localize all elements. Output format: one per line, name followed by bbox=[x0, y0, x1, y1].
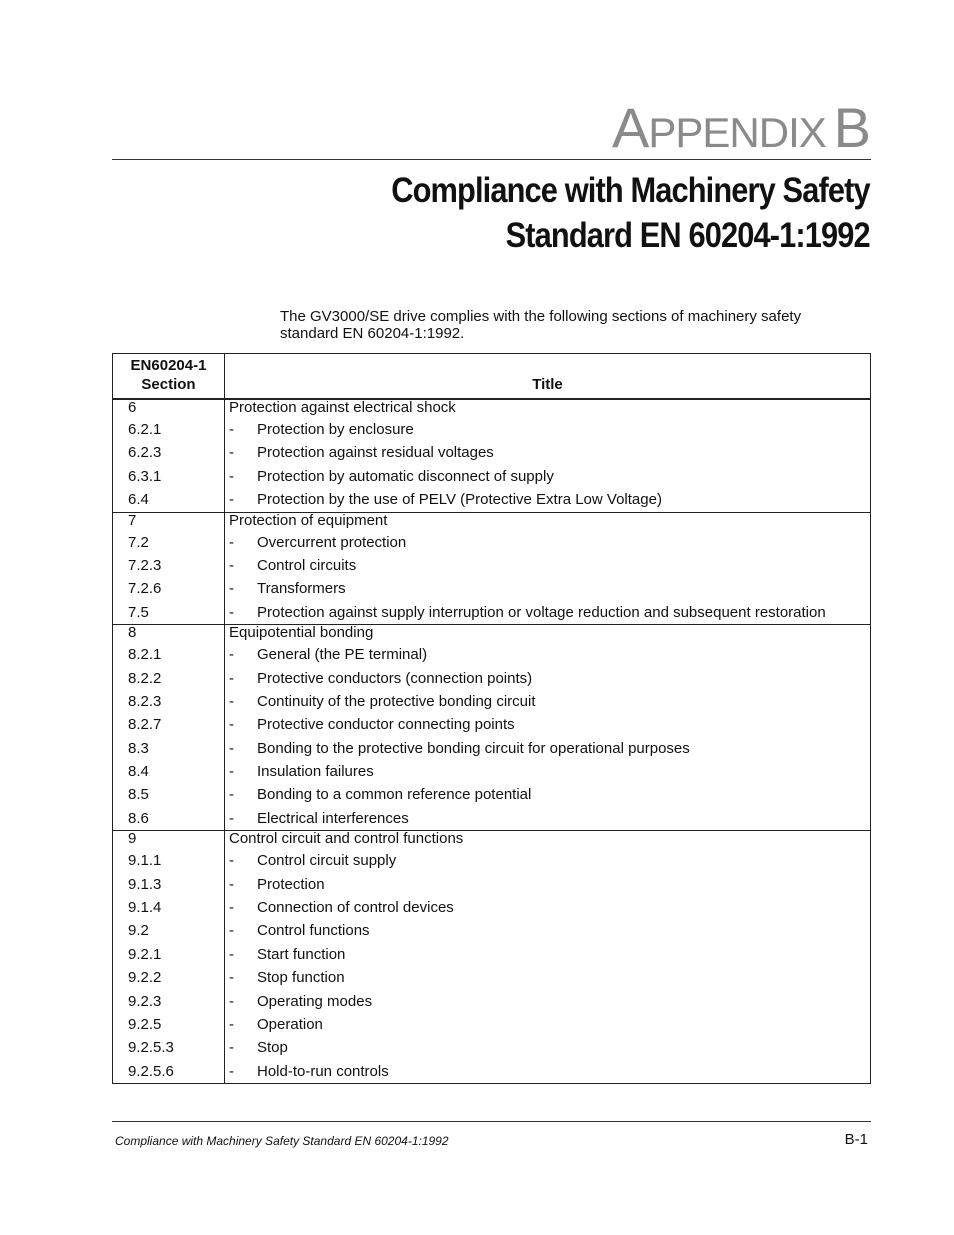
subsection-entry bbox=[225, 577, 870, 600]
page-title-line2: Standard EN 60204-1:1992 bbox=[505, 216, 870, 255]
subsection-number: 9.2.5 bbox=[128, 1015, 162, 1033]
subsection-entry bbox=[225, 441, 870, 464]
subsection-title: Continuity of the protective bonding circuit bbox=[257, 692, 536, 710]
appendix-rest: PPENDIX bbox=[648, 109, 826, 156]
table-row bbox=[113, 625, 871, 831]
subsection-entry bbox=[225, 849, 870, 872]
table-header-row bbox=[113, 354, 871, 400]
subsection-title: Protection by automatic disconnect of supply bbox=[257, 467, 554, 485]
list-dash: - bbox=[229, 763, 234, 781]
subsection-number: 8.4 bbox=[128, 763, 149, 781]
list-dash: - bbox=[229, 533, 234, 551]
subsection-entry bbox=[225, 943, 870, 966]
subsection-number: 8.5 bbox=[128, 786, 149, 804]
subsection-title: Control functions bbox=[257, 922, 370, 940]
list-dash: - bbox=[229, 669, 234, 687]
list-dash: - bbox=[229, 992, 234, 1010]
subsection-title: Start function bbox=[257, 945, 346, 963]
subsection-number: 9.2 bbox=[128, 922, 149, 940]
appendix-initial: A bbox=[612, 96, 649, 159]
section-cell bbox=[113, 625, 225, 831]
subsection-title: Operation bbox=[257, 1015, 323, 1033]
table-row bbox=[113, 831, 871, 1084]
subsection-number: 6.2.1 bbox=[128, 421, 162, 438]
subsection-entry bbox=[225, 896, 870, 919]
subsection-number: 7.5 bbox=[128, 603, 149, 621]
subsection-number: 9.2.2 bbox=[128, 969, 162, 987]
subsection-title: Protection by the use of PELV (Protective Extra Low Voltage) bbox=[257, 491, 662, 509]
subsection-number: 8.2.3 bbox=[128, 692, 162, 710]
footer-title: Compliance with Machinery Safety Standard EN 60204-1:1992 bbox=[115, 1134, 449, 1148]
subsection-entry bbox=[225, 873, 870, 896]
section-number: 6 bbox=[128, 399, 137, 416]
appendix-letter: B bbox=[833, 96, 870, 159]
subsection-title: Control circuit supply bbox=[257, 852, 397, 870]
subsection-entry bbox=[225, 531, 870, 554]
subsection-number: 9.1.1 bbox=[128, 852, 162, 870]
intro-paragraph: The GV3000/SE drive complies with the following sections of machinery safety standard EN 60204-1:1992. bbox=[280, 308, 802, 342]
subsection-entry bbox=[225, 783, 870, 806]
page-title bbox=[392, 168, 870, 258]
subsection-number: 9.2.5.6 bbox=[128, 1062, 174, 1080]
subsection-entry bbox=[225, 1036, 870, 1059]
list-dash: - bbox=[229, 556, 234, 574]
header-rule bbox=[112, 159, 871, 160]
column-header-section-line1: EN60204-1 bbox=[130, 357, 207, 374]
table-group bbox=[113, 399, 871, 512]
list-dash: - bbox=[229, 922, 234, 940]
subsection-entry bbox=[225, 667, 870, 690]
subsection-number: 6.4 bbox=[128, 491, 149, 509]
subsection-title: Control circuits bbox=[257, 556, 357, 574]
page-number: B-1 bbox=[844, 1131, 868, 1148]
subsection-entry bbox=[225, 1013, 870, 1036]
subsection-number: 8.2.2 bbox=[128, 669, 162, 687]
subsection-title: Protective conductors (connection points) bbox=[257, 669, 533, 687]
table-row bbox=[113, 399, 871, 512]
list-dash: - bbox=[229, 809, 234, 827]
list-dash: - bbox=[229, 467, 234, 485]
subsection-title: Electrical interferences bbox=[257, 809, 409, 827]
subsection-entry bbox=[225, 554, 870, 577]
subsection-title: Overcurrent protection bbox=[257, 533, 407, 551]
list-dash: - bbox=[229, 421, 234, 438]
subsection-entry bbox=[225, 488, 870, 511]
list-dash: - bbox=[229, 1062, 234, 1080]
subsection-entry bbox=[225, 465, 870, 488]
table-group bbox=[113, 512, 871, 625]
subsection-title: Protection bbox=[257, 875, 325, 893]
subsection-number: 8.6 bbox=[128, 809, 149, 827]
subsection-number: 7.2.6 bbox=[128, 580, 162, 598]
section-title: Control circuit and control functions bbox=[229, 830, 464, 848]
subsection-number: 9.2.3 bbox=[128, 992, 162, 1010]
table-group bbox=[113, 625, 871, 831]
subsection-number: 9.2.5.3 bbox=[128, 1039, 174, 1057]
subsection-title: Connection of control devices bbox=[257, 899, 454, 917]
subsection-number: 7.2 bbox=[128, 533, 149, 551]
subsection-entry bbox=[225, 737, 870, 760]
subsection-title: Protection by enclosure bbox=[257, 421, 414, 438]
subsection-number: 7.2.3 bbox=[128, 556, 162, 574]
subsection-entry bbox=[225, 1060, 870, 1083]
subsection-title: Bonding to the protective bonding circuit for operational purposes bbox=[257, 739, 690, 757]
column-header-section-line2: Section bbox=[141, 376, 196, 393]
list-dash: - bbox=[229, 580, 234, 598]
list-dash: - bbox=[229, 1039, 234, 1057]
subsection-entry bbox=[225, 966, 870, 989]
section-number: 7 bbox=[128, 511, 137, 529]
title-cell bbox=[225, 831, 871, 1084]
subsection-title: General (the PE terminal) bbox=[257, 646, 428, 664]
subsection-entry bbox=[225, 601, 870, 624]
section-title: Equipotential bonding bbox=[229, 624, 374, 642]
subsection-number: 9.1.4 bbox=[128, 899, 162, 917]
subsection-title: Protection against residual voltages bbox=[257, 444, 494, 462]
list-dash: - bbox=[229, 739, 234, 757]
section-number: 9 bbox=[128, 830, 137, 848]
column-header-section bbox=[113, 354, 225, 400]
section-cell bbox=[113, 512, 225, 625]
section-title: Protection of equipment bbox=[229, 511, 388, 529]
list-dash: - bbox=[229, 716, 234, 734]
section-number: 8 bbox=[128, 624, 137, 642]
list-dash: - bbox=[229, 875, 234, 893]
section-title: Protection against electrical shock bbox=[229, 399, 456, 416]
section-cell bbox=[113, 831, 225, 1084]
table-row bbox=[113, 512, 871, 625]
list-dash: - bbox=[229, 444, 234, 462]
subsection-number: 9.2.1 bbox=[128, 945, 162, 963]
section-cell bbox=[113, 399, 225, 512]
subsection-number: 9.1.3 bbox=[128, 875, 162, 893]
subsection-number: 6.2.3 bbox=[128, 444, 162, 462]
list-dash: - bbox=[229, 969, 234, 987]
subsection-entry bbox=[225, 919, 870, 942]
title-cell bbox=[225, 512, 871, 625]
subsection-title: Operating modes bbox=[257, 992, 373, 1010]
subsection-title: Hold-to-run controls bbox=[257, 1062, 389, 1080]
appendix-heading bbox=[612, 96, 870, 159]
list-dash: - bbox=[229, 1015, 234, 1033]
subsection-title: Insulation failures bbox=[257, 763, 374, 781]
table-group bbox=[113, 831, 871, 1084]
subsection-number: 8.2.7 bbox=[128, 716, 162, 734]
subsection-entry bbox=[225, 990, 870, 1013]
subsection-number: 8.2.1 bbox=[128, 646, 162, 664]
list-dash: - bbox=[229, 852, 234, 870]
list-dash: - bbox=[229, 945, 234, 963]
footer-rule bbox=[112, 1121, 871, 1122]
title-cell bbox=[225, 399, 871, 512]
list-dash: - bbox=[229, 491, 234, 509]
compliance-table bbox=[112, 353, 871, 1084]
list-dash: - bbox=[229, 786, 234, 804]
page-title-line1: Compliance with Machinery Safety bbox=[391, 171, 870, 210]
subsection-title: Transformers bbox=[257, 580, 346, 598]
list-dash: - bbox=[229, 692, 234, 710]
subsection-number: 6.3.1 bbox=[128, 467, 162, 485]
column-header-title: Title bbox=[225, 354, 871, 400]
subsection-entry bbox=[225, 760, 870, 783]
subsection-title: Protective conductor connecting points bbox=[257, 716, 515, 734]
list-dash: - bbox=[229, 899, 234, 917]
subsection-entry bbox=[225, 418, 870, 441]
subsection-number: 8.3 bbox=[128, 739, 149, 757]
subsection-entry bbox=[225, 690, 870, 713]
subsection-title: Protection against supply interruption or voltage reduction and subsequent restoration bbox=[257, 603, 826, 621]
subsection-title: Stop function bbox=[257, 969, 345, 987]
subsection-title: Stop bbox=[257, 1039, 288, 1057]
subsection-entry bbox=[225, 643, 870, 666]
title-cell bbox=[225, 625, 871, 831]
list-dash: - bbox=[229, 646, 234, 664]
list-dash: - bbox=[229, 603, 234, 621]
subsection-title: Bonding to a common reference potential bbox=[257, 786, 532, 804]
subsection-entry bbox=[225, 713, 870, 736]
subsection-entry bbox=[225, 807, 870, 830]
